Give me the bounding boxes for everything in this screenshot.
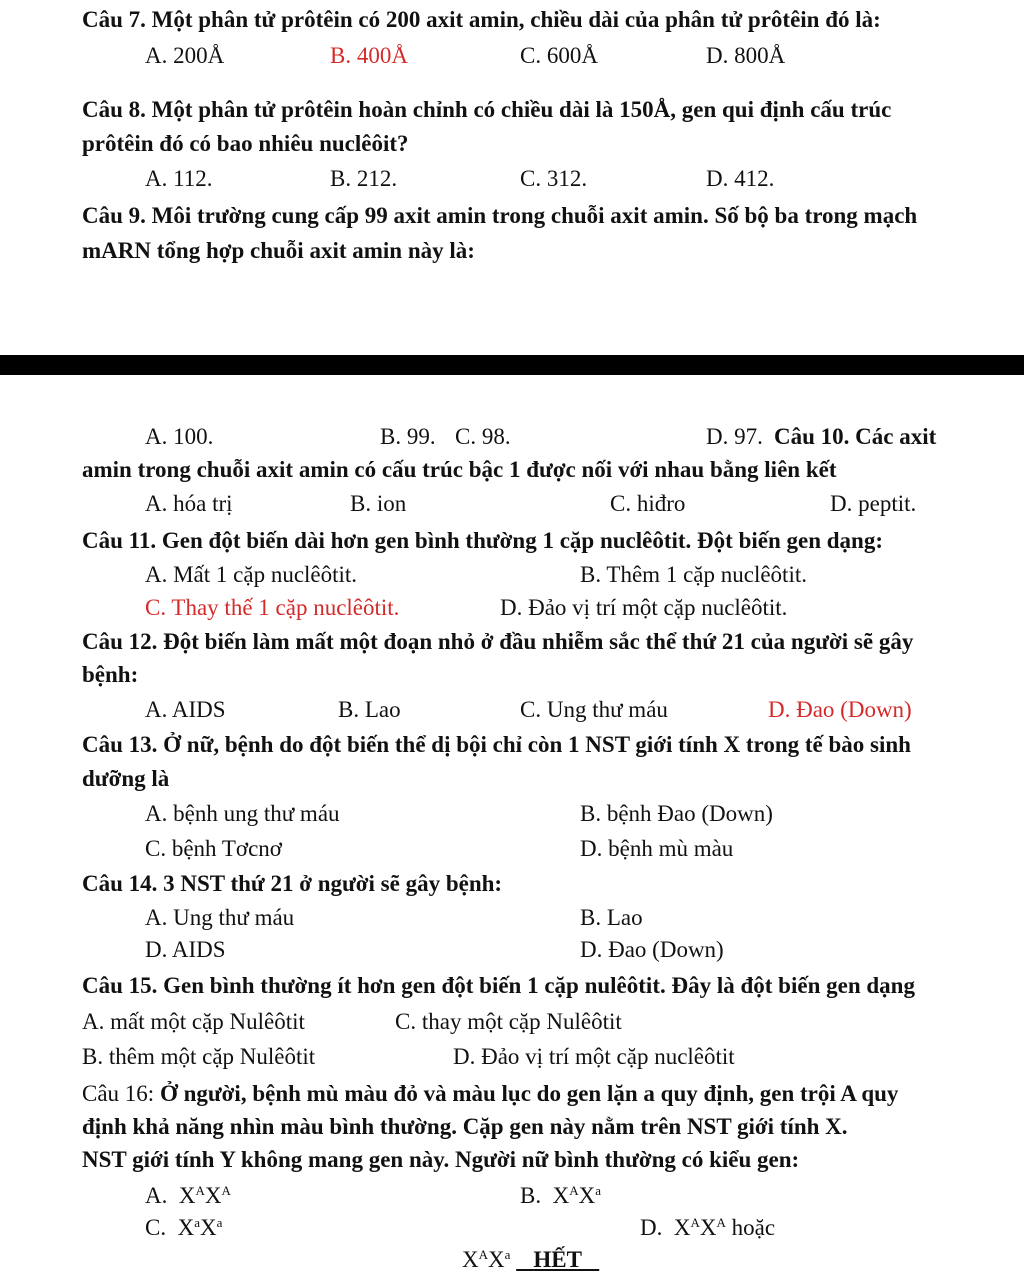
q16-option-d-label: D. bbox=[640, 1215, 663, 1240]
q9-option-b: B. 99. bbox=[380, 424, 436, 449]
q10-option-c: C. hiđro bbox=[610, 491, 686, 516]
q15-option-c: C. thay một cặp Nulêôtit bbox=[395, 1009, 622, 1034]
q16-option-d bbox=[640, 1214, 775, 1242]
q16-option-c-genotype: $X^aX^a$ bbox=[177, 1215, 223, 1240]
q8-option-d: D. 412. bbox=[706, 166, 775, 191]
q14-option-d: D. Đao (Down) bbox=[580, 937, 724, 962]
q16-option-d-genotype: $X^AX^A$ bbox=[673, 1215, 726, 1240]
q9-option-d: D. 97. bbox=[706, 424, 763, 449]
q13-option-b: B. bệnh Đao (Down) bbox=[580, 801, 773, 826]
q10-stem-line2: amin trong chuỗi axit amin có cấu trúc bậc 1 được nối với nhau bằng liên kết bbox=[82, 457, 837, 482]
q7-stem: Câu 7. Một phân tử prôtêin có 200 axit amin, chiều dài của phân tử prôtêin đó là: bbox=[82, 7, 881, 32]
q16-option-c bbox=[145, 1214, 222, 1242]
q8-option-a: A. 112. bbox=[145, 166, 213, 191]
q10-option-d: D. peptit. bbox=[830, 491, 917, 516]
q11-option-c: C. Thay thế 1 cặp nuclêôtit. bbox=[145, 595, 400, 620]
q8-stem-line1: Câu 8. Một phân tử prôtêin hoàn chỉnh có chiều dài là 150Å, gen qui định cấu trúc bbox=[82, 97, 892, 122]
q15-stem: Câu 15. Gen bình thường ít hơn gen đột biến 1 cặp nulêôtit. Đây là đột biến gen dạng bbox=[82, 973, 915, 998]
q16-stem-line3: NST giới tính Y không mang gen này. Người nữ bình thường có kiểu gen: bbox=[82, 1147, 800, 1172]
q9-option-c: C. 98. bbox=[455, 424, 511, 449]
q16-option-b-genotype: $X^AX^a$ bbox=[552, 1183, 602, 1208]
q16-stem-label: Câu 16: bbox=[82, 1081, 155, 1106]
q8-option-c: C. 312. bbox=[520, 166, 588, 191]
q13-option-d: D. bệnh mù màu bbox=[580, 836, 734, 861]
q11-option-a: A. Mất 1 cặp nuclêôtit. bbox=[145, 562, 358, 587]
q8-option-b: B. 212. bbox=[330, 166, 398, 191]
q16-stem-rest: Ở người, bệnh mù màu đỏ và màu lục do gen lặn a quy định, gen trội A quy bbox=[154, 1081, 899, 1106]
q14-option-b: B. Lao bbox=[580, 905, 643, 930]
q12-option-d: D. Đao (Down) bbox=[768, 697, 912, 722]
q7-option-c: C. 600Å bbox=[520, 43, 598, 68]
q13-option-c: C. bệnh Tơcnơ bbox=[145, 836, 282, 861]
q11-option-d: D. Đảo vị trí một cặp nuclêôtit. bbox=[500, 595, 788, 620]
q16-option-c-label: C. bbox=[145, 1215, 167, 1240]
q12-option-c: C. Ung thư máu bbox=[520, 697, 668, 722]
q16-option-a bbox=[145, 1182, 231, 1210]
q7-option-b: B. 400Å bbox=[330, 43, 408, 68]
q14-option-a: A. Ung thư máu bbox=[145, 905, 295, 930]
black-divider-bar bbox=[0, 355, 1024, 375]
q7-option-d: D. 800Å bbox=[706, 43, 786, 68]
q9-option-a: A. 100. bbox=[145, 424, 214, 449]
q16-stem-line2: định khả năng nhìn màu bình thường. Cặp gen này nằm trên NST giới tính X. bbox=[82, 1114, 848, 1139]
q10-option-b: B. ion bbox=[350, 491, 407, 516]
q16-option-d-genotype-2: $X^AX^a$ bbox=[462, 1247, 511, 1272]
q16-stem-line1 bbox=[82, 1080, 898, 1108]
q16-option-b-label: B. bbox=[520, 1183, 542, 1208]
q12-option-a: A. AIDS bbox=[145, 697, 226, 722]
q9-stem-line2: mARN tổng hợp chuỗi axit amin này là: bbox=[82, 238, 475, 263]
q8-stem-line2: prôtêin đó có bao nhiêu nuclêôit? bbox=[82, 131, 409, 156]
q15-option-b: B. thêm một cặp Nulêôtit bbox=[82, 1044, 316, 1069]
q12-option-b: B. Lao bbox=[338, 697, 401, 722]
q12-stem-line2: bệnh: bbox=[82, 662, 139, 687]
q11-stem: Câu 11. Gen đột biến dài hơn gen bình thường 1 cặp nuclêôtit. Đột biến gen dạng: bbox=[82, 528, 883, 553]
q13-stem-line2: dưỡng là bbox=[82, 766, 170, 791]
q9-stem-line1: Câu 9. Môi trường cung cấp 99 axit amin trong chuỗi axit amin. Số bộ ba trong mạch bbox=[82, 203, 918, 228]
q13-option-a: A. bệnh ung thư máu bbox=[145, 801, 340, 826]
q12-stem-line1: Câu 12. Đột biến làm mất một đoạn nhỏ ở đầu nhiễm sắc thể thứ 21 của người sẽ gây bbox=[82, 629, 914, 654]
q14-option-c: D. AIDS bbox=[145, 937, 226, 962]
q15-option-d: D. Đảo vị trí một cặp nuclêôtit bbox=[453, 1044, 735, 1069]
q13-stem-line1: Câu 13. Ở nữ, bệnh do đột biến thể dị bội chỉ còn 1 NST giới tính X trong tế bào sinh bbox=[82, 732, 911, 757]
q16-option-a-genotype: $X^AX^A$ bbox=[178, 1183, 231, 1208]
q16-option-a-label: A. bbox=[145, 1183, 168, 1208]
q16-option-d-conj: hoặc bbox=[731, 1215, 776, 1240]
q15-option-a: A. mất một cặp Nulêôtit bbox=[82, 1009, 305, 1034]
end-marker: HẾT bbox=[533, 1247, 582, 1272]
q10-stem-part1: Câu 10. Các axit bbox=[774, 424, 937, 449]
q16-option-d-cont bbox=[462, 1246, 599, 1274]
q11-option-b: B. Thêm 1 cặp nuclêôtit. bbox=[580, 562, 807, 587]
q14-stem: Câu 14. 3 NST thứ 21 ở người sẽ gây bệnh: bbox=[82, 871, 503, 896]
q10-option-a: A. hóa trị bbox=[145, 491, 233, 516]
q16-option-b bbox=[520, 1182, 601, 1210]
q7-option-a: A. 200Å bbox=[145, 43, 225, 68]
